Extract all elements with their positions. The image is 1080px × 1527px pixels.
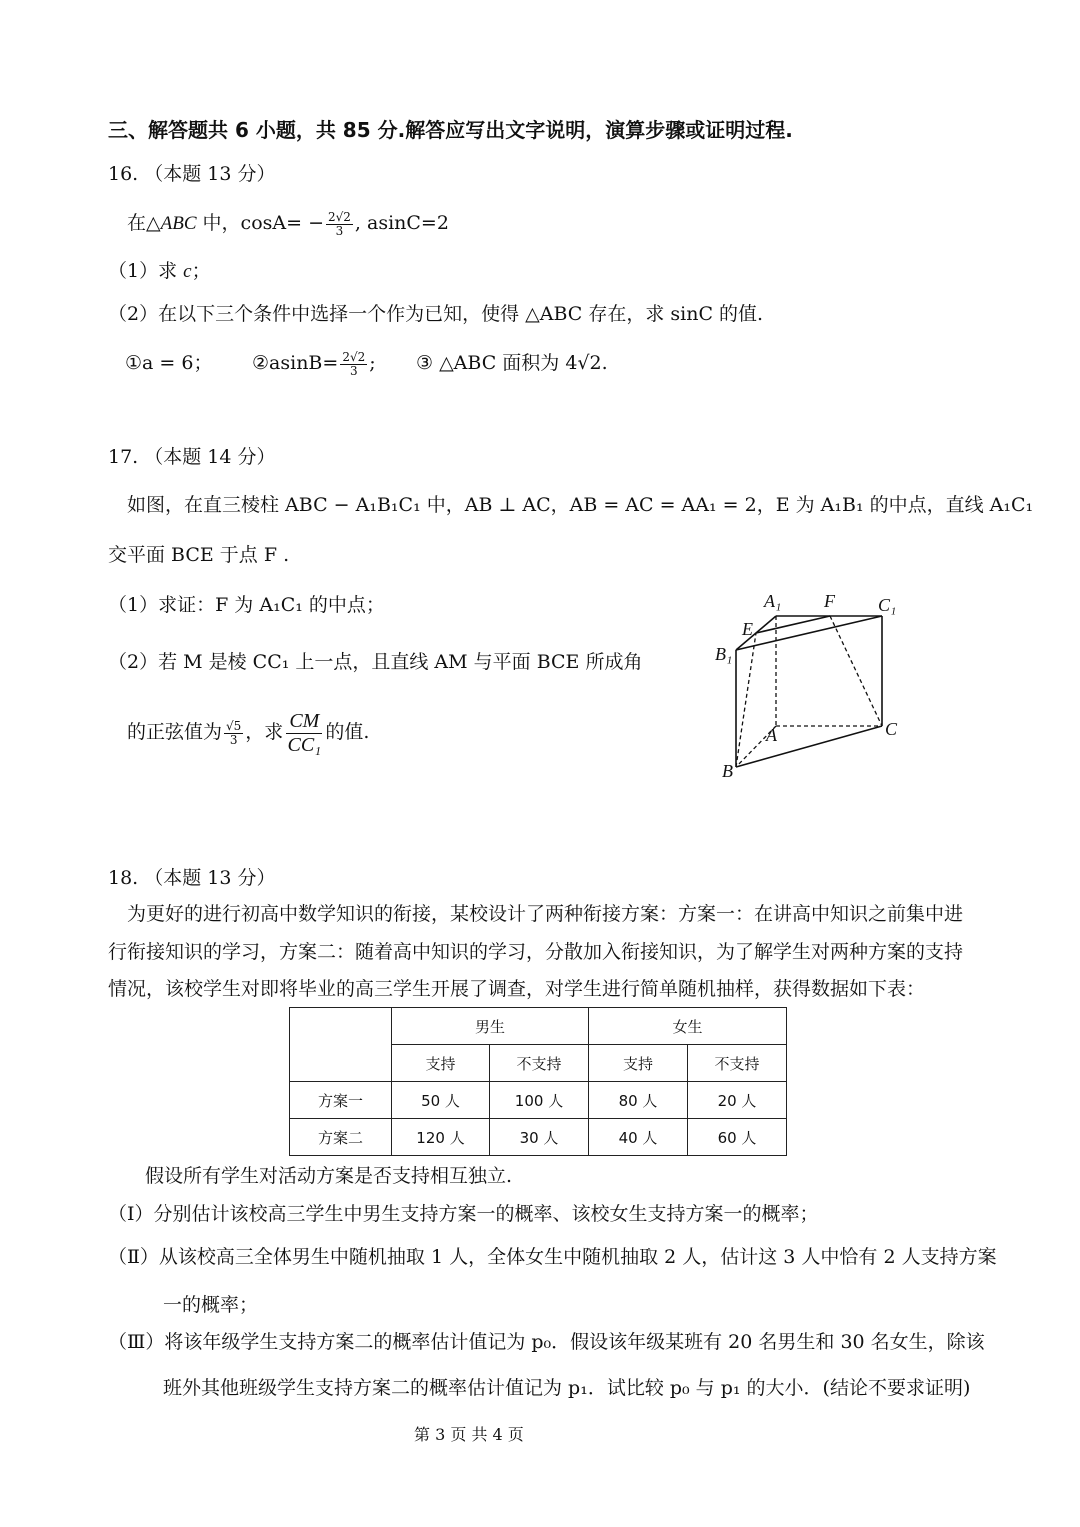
q18-part3-line1: （Ⅲ）将该年级学生支持方案二的概率估计值记为 p₀．假设该年级某班有 20 名男生和 30 名女生，除该 bbox=[108, 1331, 985, 1353]
edge-b-e-hidden bbox=[736, 633, 756, 767]
label-c: C bbox=[885, 719, 898, 739]
q16-cond2-den: 3 bbox=[349, 363, 358, 378]
q17-sin-den: 3 bbox=[229, 732, 238, 747]
q18-part3-line2: 班外其他班级学生支持方案二的概率估计值记为 p₁．试比较 p₀ 与 p₁ 的大小．(结论不要求证明) bbox=[163, 1377, 971, 1399]
q17-part2-mid: ，求 bbox=[245, 721, 284, 743]
q17-ratio-num: CM bbox=[286, 710, 322, 734]
subheader-female-oppose: 不支持 bbox=[688, 1045, 787, 1082]
prism-figure bbox=[700, 585, 930, 795]
q17-part2-line2 bbox=[127, 704, 369, 760]
label-f: F bbox=[824, 591, 835, 611]
page-footer: 第 3 页 共 4 页 bbox=[414, 1425, 524, 1444]
q17-header: 17. （本题 14 分） bbox=[108, 446, 276, 468]
subheader-female-support: 支持 bbox=[589, 1045, 688, 1082]
q17-part2-suffix: 的值. bbox=[325, 721, 370, 743]
q16-part1-suffix: ； bbox=[191, 260, 211, 282]
header-male: 男生 bbox=[392, 1008, 589, 1045]
q16-part1 bbox=[108, 262, 211, 281]
q16-cosA-fraction bbox=[326, 211, 353, 237]
q18-header: 18. （本题 13 分） bbox=[108, 867, 276, 889]
table-corner-cell bbox=[290, 1008, 392, 1082]
table-cell: 80 人 bbox=[589, 1082, 688, 1119]
edge-b-c bbox=[736, 726, 882, 767]
q17-line1: 如图，在直三棱柱 ABC − A₁B₁C₁ 中，AB ⊥ AC，AB = AC = AA₁ = 2，E 为 A₁B₁ 的中点，直线 A₁C₁ bbox=[127, 494, 1034, 516]
label-a1: A₁ bbox=[764, 591, 782, 611]
q18-part2-line1: （Ⅱ）从该校高三全体男生中随机抽取 1 人，全体女生中随机抽取 2 人，估计这 3 人中恰有 2 人支持方案 bbox=[108, 1246, 997, 1268]
q17-ratio-den: CC₁ bbox=[287, 733, 322, 756]
label-b1: B₁ bbox=[715, 644, 733, 664]
table-row bbox=[290, 1119, 787, 1156]
table-cell: 40 人 bbox=[589, 1119, 688, 1156]
row-label: 方案二 bbox=[290, 1119, 392, 1156]
q16-cond1: ①a = 6； bbox=[125, 352, 213, 374]
q16-cosA-num: 2√2 bbox=[328, 209, 351, 224]
q18-assumption: 假设所有学生对活动方案是否支持相互独立. bbox=[145, 1165, 513, 1187]
q18-para3: 情况，该校学生对即将毕业的高三学生开展了调查，对学生进行简单随机抽样，获得数据如下表： bbox=[108, 978, 926, 1000]
q16-cosA-den: 3 bbox=[335, 223, 344, 238]
q16-cond2-prefix: ②asinB= bbox=[252, 352, 339, 374]
survey-table bbox=[289, 1007, 787, 1156]
q16-cond2-fraction bbox=[340, 351, 367, 377]
q16-cond2-suffix: ; bbox=[369, 352, 376, 374]
table-cell: 20 人 bbox=[688, 1082, 787, 1119]
q18-part1: （Ⅰ）分别估计该校高三学生中男生支持方案一的概率、该校女生支持方案一的概率； bbox=[108, 1203, 819, 1225]
q16-stem-abc: ABC bbox=[160, 213, 197, 234]
q17-sin-fraction bbox=[224, 720, 243, 746]
label-e: E bbox=[742, 619, 753, 639]
q18-part2-line2: 一的概率； bbox=[163, 1294, 259, 1316]
subheader-male-oppose: 不支持 bbox=[490, 1045, 589, 1082]
table-row bbox=[290, 1082, 787, 1119]
q16-cond2-num: 2√2 bbox=[342, 349, 366, 364]
q16-part2: （2）在以下三个条件中选择一个作为已知，使得 △ABC 存在，求 sinC 的值. bbox=[108, 303, 764, 325]
edge-f-c-hidden bbox=[830, 616, 882, 726]
q17-part1: （1）求证：F 为 A₁C₁ 的中点； bbox=[108, 594, 385, 616]
section-heading: 三、解答题共 6 小题，共 85 分.解答应写出文字说明，演算步骤或证明过程. bbox=[108, 118, 793, 142]
table-header-row bbox=[290, 1008, 787, 1045]
table-cell: 120 人 bbox=[392, 1119, 490, 1156]
q16-stem bbox=[127, 204, 449, 243]
table-cell: 60 人 bbox=[688, 1119, 787, 1156]
row-label: 方案一 bbox=[290, 1082, 392, 1119]
q16-stem-suffix: , asinC=2 bbox=[354, 212, 449, 234]
table-cell: 30 人 bbox=[490, 1119, 589, 1156]
header-female: 女生 bbox=[589, 1008, 787, 1045]
q18-para2: 行衔接知识的学习，方案二：随着高中知识的学习，分散加入衔接知识，为了解学生对两种方案的支持 bbox=[108, 941, 964, 963]
q17-ratio-fraction bbox=[286, 710, 322, 757]
q16-part1-prefix: （1）求 bbox=[108, 260, 184, 282]
q16-stem-prefix: 在△ bbox=[127, 212, 161, 234]
label-c1: C₁ bbox=[878, 595, 897, 615]
q17-line2: 交平面 BCE 于点 F . bbox=[108, 544, 290, 566]
q17-sin-num: √5 bbox=[226, 718, 242, 733]
q16-cond2 bbox=[252, 344, 376, 382]
label-b: B bbox=[722, 761, 733, 781]
subheader-male-support: 支持 bbox=[392, 1045, 490, 1082]
label-a: A bbox=[766, 725, 777, 745]
q16-part1-var: c bbox=[183, 261, 192, 282]
q18-para1: 为更好的进行初高中数学知识的衔接，某校设计了两种衔接方案：方案一：在讲高中知识之前集中进 bbox=[127, 903, 964, 925]
table-cell: 100 人 bbox=[490, 1082, 589, 1119]
q16-cond3: ③ △ABC 面积为 4√2. bbox=[416, 352, 608, 374]
q16-header: 16. （本题 13 分） bbox=[108, 163, 276, 185]
q17-part2-line1: （2）若 M 是棱 CC₁ 上一点，且直线 AM 与平面 BCE 所成角 bbox=[108, 651, 643, 673]
table-cell: 50 人 bbox=[392, 1082, 490, 1119]
q17-part2-prefix: 的正弦值为 bbox=[127, 721, 223, 743]
q16-stem-mid: 中，cosA= − bbox=[196, 212, 324, 234]
